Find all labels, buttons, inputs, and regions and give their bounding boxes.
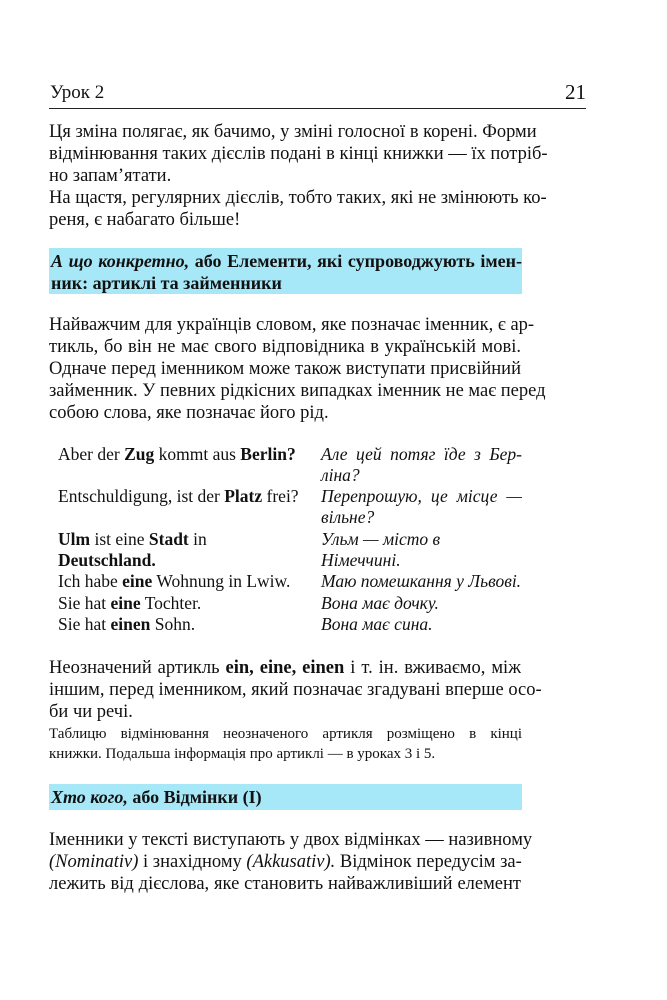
bold-word: eine [110,593,141,613]
heading-italic: А що конкретно, [51,251,190,271]
italic-term: (Nominativ) [49,852,139,872]
intro-line: відмінювання таких дієслів подані в кінці книжки — їх потріб- [49,144,548,164]
small-note [49,724,522,764]
body-line [49,851,521,873]
translation-line: Але цей потяг їде з Бер- [321,444,522,464]
bold-word: Zug [124,444,155,464]
body-line [49,657,521,679]
bold-word: Platz [224,486,263,506]
text: Aber der [58,444,125,464]
heading-line [51,250,522,272]
text: Sohn. [150,614,196,634]
body-line: собою слова, яке позначає його рід. [49,403,329,423]
running-header [49,82,586,109]
example-ukrainian [321,444,522,486]
text: ist eine [90,529,149,549]
text: in [188,529,207,549]
text: Sie hat [58,593,111,613]
example-ukrainian [321,529,522,571]
articles-paragraph [49,314,546,424]
cases-paragraph [49,829,533,895]
example-german [58,486,299,507]
bold-word: einen [110,614,151,634]
example-ukrainian [321,571,522,592]
text: frei? [262,486,299,506]
text: Відмінок передусім за- [335,852,522,872]
intro-line: реня, є набагато більше! [49,210,241,230]
translation-line: вільне? [321,507,375,527]
body-line: займенник. У певних рідкісних випадках іменник не має перед [49,381,546,401]
article-note-paragraph [49,657,542,723]
heading-line: ник: артиклі та займенники [51,273,282,293]
body-line: лежить від дієслова, яке становить найважливіший елемент [49,874,521,894]
note-line: Таблицю відмінювання неозначеного артикля розміщено в кінці [49,726,522,742]
text: Wohnung in Lwiw. [152,571,291,591]
heading-text: або Відмінки (I) [127,787,262,807]
text: Tochter. [140,593,202,613]
text: Ich habe [58,571,123,591]
example-german [58,593,201,614]
bold-word: eine [122,571,153,591]
page-number: 21 [565,80,586,104]
body-line: Одначе перед іменником може також виступати присвійний [49,359,521,379]
bold-word: Deutschland. [58,550,156,570]
example-german [58,614,195,635]
text: Sie hat [58,614,111,634]
body-line: Найважчим для українців словом, яке позначає іменник, є ар- [49,315,535,335]
heading-text: або Елементи, які супроводжують імен- [189,251,522,271]
translation-line: Перепрошую, це місце — [321,486,522,506]
example-german [58,529,207,571]
text: і т. ін. вживаємо, між [344,658,521,678]
body-line: тикль, бо він не має свого відповідника в українській мові. [49,337,521,357]
body-line: іншим, перед іменником, який позначає згадувані вперше осо- [49,680,542,700]
body-line: Іменники у тексті виступають у двох відмінках — називному [49,830,533,850]
body-line: би чи речі. [49,702,133,722]
translation-line: Маю помешкання у Львові. [321,571,522,591]
italic-term: (Akkusativ). [246,852,336,872]
example-german [58,571,290,592]
text: Entschuldigung, ist der [58,486,225,506]
bold-word: Ulm [58,529,91,549]
translation-line: Вона має сина. [321,614,433,634]
translation-line: Вона має дочку. [321,593,439,613]
text: і знахідному [138,852,247,872]
example-ukrainian [321,614,522,635]
lesson-label: Урок 2 [50,82,105,103]
bold-word: ein, eine, einen [225,658,345,678]
translation-line: ліна? [321,465,360,485]
bold-word: Stadt [148,529,189,549]
bold-word: Berlin? [240,444,296,464]
example-ukrainian [321,486,522,528]
intro-paragraph [49,121,548,231]
heading-line [51,786,522,808]
section-heading-articles [49,248,522,294]
intro-line: Ця зміна полягає, як бачимо, у зміні голосної в корені. Форми [49,122,537,142]
text: Неозначений артикль [49,658,226,678]
heading-italic: Хто кого, [51,787,128,807]
translation-line: Ульм — місто в Німеччині. [321,529,441,570]
example-german [58,444,296,465]
text: kommt aus [154,444,241,464]
intro-line: На щастя, регулярних дієслів, тобто таких, які не змінюють ко- [49,188,547,208]
intro-line: но запам’ятати. [49,166,172,186]
example-ukrainian [321,593,522,614]
section-heading-cases [49,784,522,810]
note-line: книжки. Подальша інформація про артиклі — в уроках 3 і 5. [49,746,436,762]
